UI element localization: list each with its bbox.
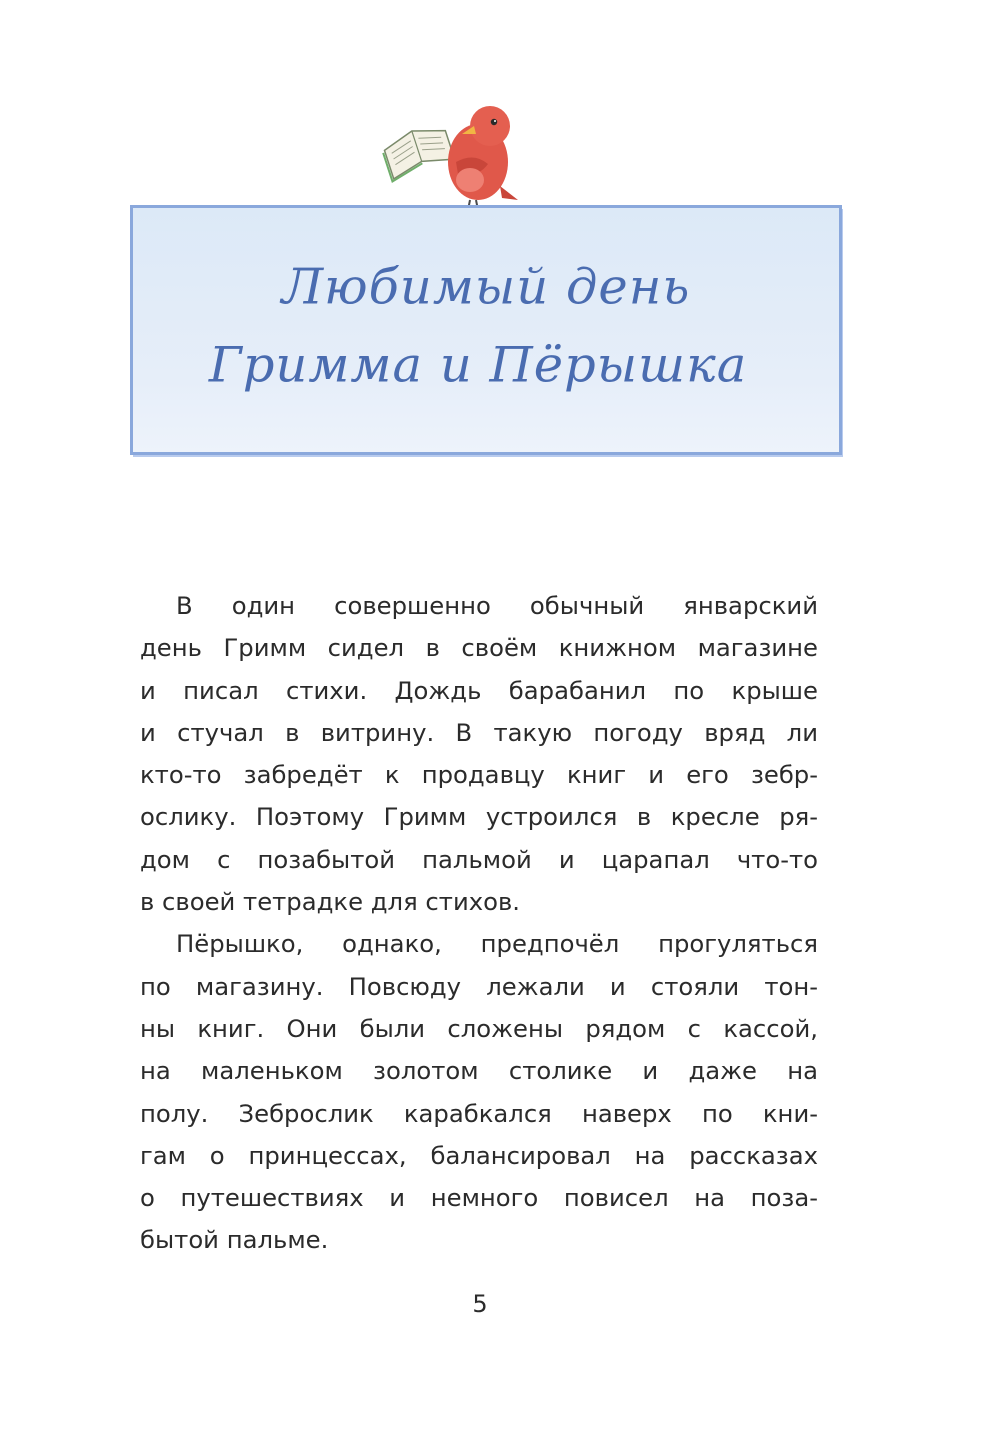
chapter-title-box bbox=[130, 205, 842, 455]
chapter-title-line-1: Любимый день bbox=[281, 258, 691, 316]
text-line: и писал стихи. Дождь барабанил по крыше bbox=[140, 675, 818, 705]
text-line: и стучал в витрину. В такую погоду вряд ли bbox=[140, 717, 818, 747]
paragraph-1 bbox=[140, 585, 818, 923]
page-number: 5 bbox=[472, 1290, 488, 1318]
chapter-title-art bbox=[133, 208, 839, 452]
text-line: на маленьком золотом столике и даже на bbox=[140, 1056, 818, 1086]
text-line: о путешествиях и немного повисел на поза- bbox=[140, 1183, 818, 1213]
red-bird-reading-book-icon bbox=[378, 100, 528, 220]
text-line: ны книг. Они были сложены рядом с кассой, bbox=[140, 1013, 818, 1043]
text-line: полу. Зеброслик карабкался наверх по кни- bbox=[140, 1098, 818, 1128]
text-line: кто-то забредёт к продавцу книг и его зебр- bbox=[140, 760, 818, 790]
paragraph-2 bbox=[140, 923, 818, 1261]
text-line: бытой пальме. bbox=[140, 1225, 329, 1255]
bird-reading-book-illustration bbox=[378, 100, 528, 220]
text-line: В один совершенно обычный январский bbox=[176, 591, 818, 620]
text-line: день Гримм сидел в своём книжном магазине bbox=[140, 633, 818, 663]
text-line: в своей тетрадке для стихов. bbox=[140, 887, 521, 917]
text-line: гам о принцессах, балансировал на рассказах bbox=[140, 1140, 818, 1170]
text-line: дом с позабытой пальмой и царапал что-то bbox=[140, 844, 818, 874]
text-line: ослику. Поэтому Гримм устроился в кресле ря- bbox=[140, 802, 818, 832]
story-body bbox=[140, 585, 818, 1262]
chapter-title-line-2: Гримма и Пёрышка bbox=[208, 336, 748, 394]
text-line: по магазину. Повсюду лежали и стояли тон- bbox=[140, 971, 818, 1001]
text-line: Пёрышко, однако, предпочёл прогуляться bbox=[176, 929, 818, 959]
